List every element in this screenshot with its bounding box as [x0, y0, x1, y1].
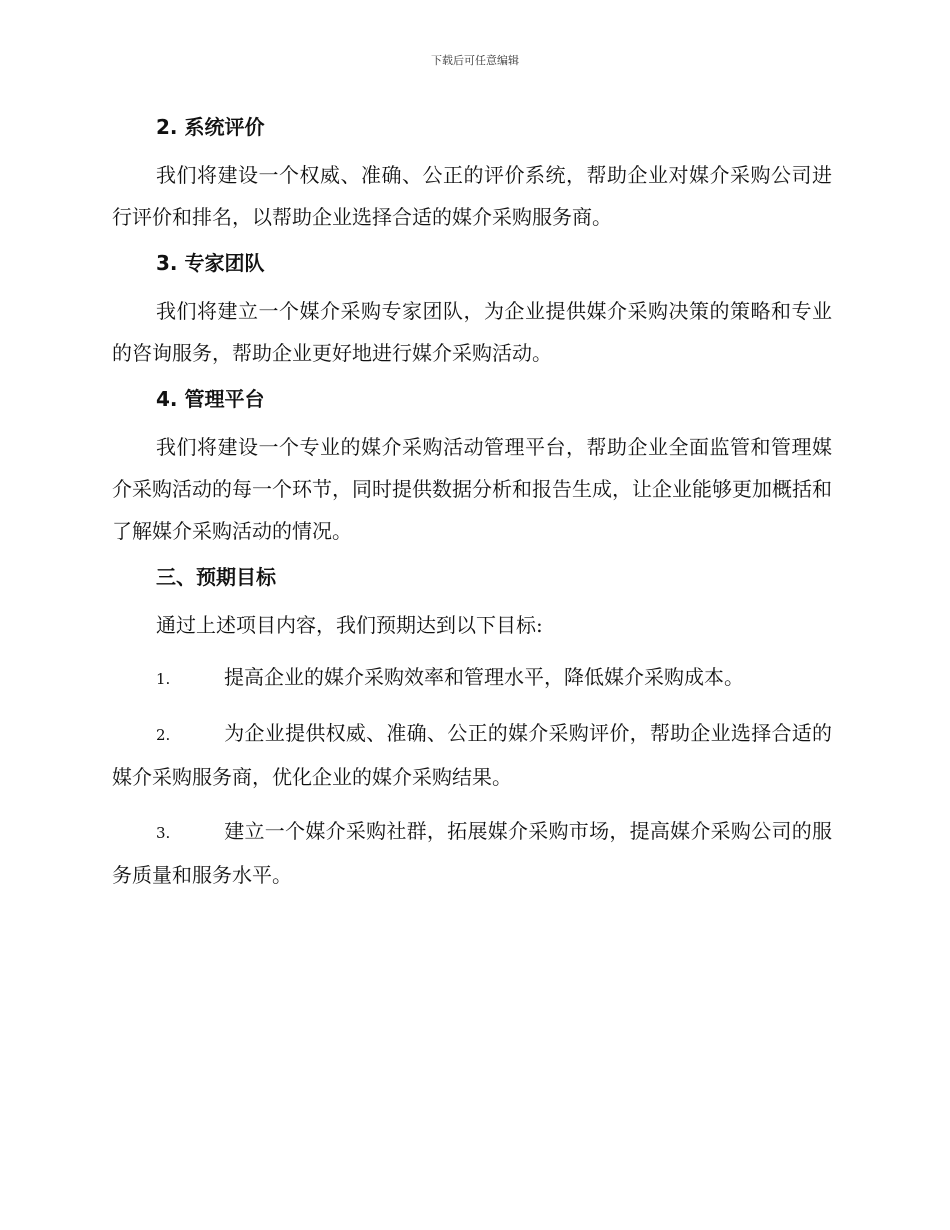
paragraph-management-platform: 我们将建设一个专业的媒介采购活动管理平台，帮助企业全面监管和管理媒介采购活动的每一个环节，同时提供数据分析和报告生成，让企业能够更加概括和了解媒介采购活动的情况。: [112, 435, 832, 543]
section-heading-system-evaluation: 2. 系统评价: [156, 115, 265, 139]
paragraph-expert-team: 我们将建立一个媒介采购专家团队，为企业提供媒介采购决策的策略和专业的咨询服务，帮助企业更好地进行媒介采购活动。: [112, 299, 832, 365]
section-heading-expected-goals: 三、预期目标: [156, 565, 276, 589]
section-heading-expert-team: 3. 专家团队: [156, 251, 265, 275]
list-item-number: 1.: [156, 670, 171, 688]
list-item-text: 建立一个媒介采购社群，拓展媒介采购市场，提高媒介采购公司的服务质量和服务水平。: [112, 819, 832, 887]
list-item: [112, 656, 832, 700]
paragraph-goals-intro: 通过上述项目内容，我们预期达到以下目标:: [156, 613, 543, 637]
list-item-number: 3.: [156, 824, 171, 842]
list-item: [112, 712, 832, 798]
paragraph-system-evaluation: 我们将建设一个权威、准确、公正的评价系统，帮助企业对媒介采购公司进行评价和排名，以帮助企业选择合适的媒介采购服务商。: [112, 163, 832, 229]
list-item-number: 2.: [156, 726, 171, 744]
page-header: 下载后可任意编辑: [431, 54, 519, 67]
list-item-text: 为企业提供权威、准确、公正的媒介采购评价，帮助企业选择合适的媒介采购服务商，优化企业的媒介采购结果。: [112, 721, 832, 789]
list-item-text: 提高企业的媒介采购效率和管理水平，降低媒介采购成本。: [224, 665, 744, 689]
list-item: [112, 810, 832, 896]
document-body: [112, 112, 832, 908]
section-heading-management-platform: 4. 管理平台: [156, 387, 265, 411]
